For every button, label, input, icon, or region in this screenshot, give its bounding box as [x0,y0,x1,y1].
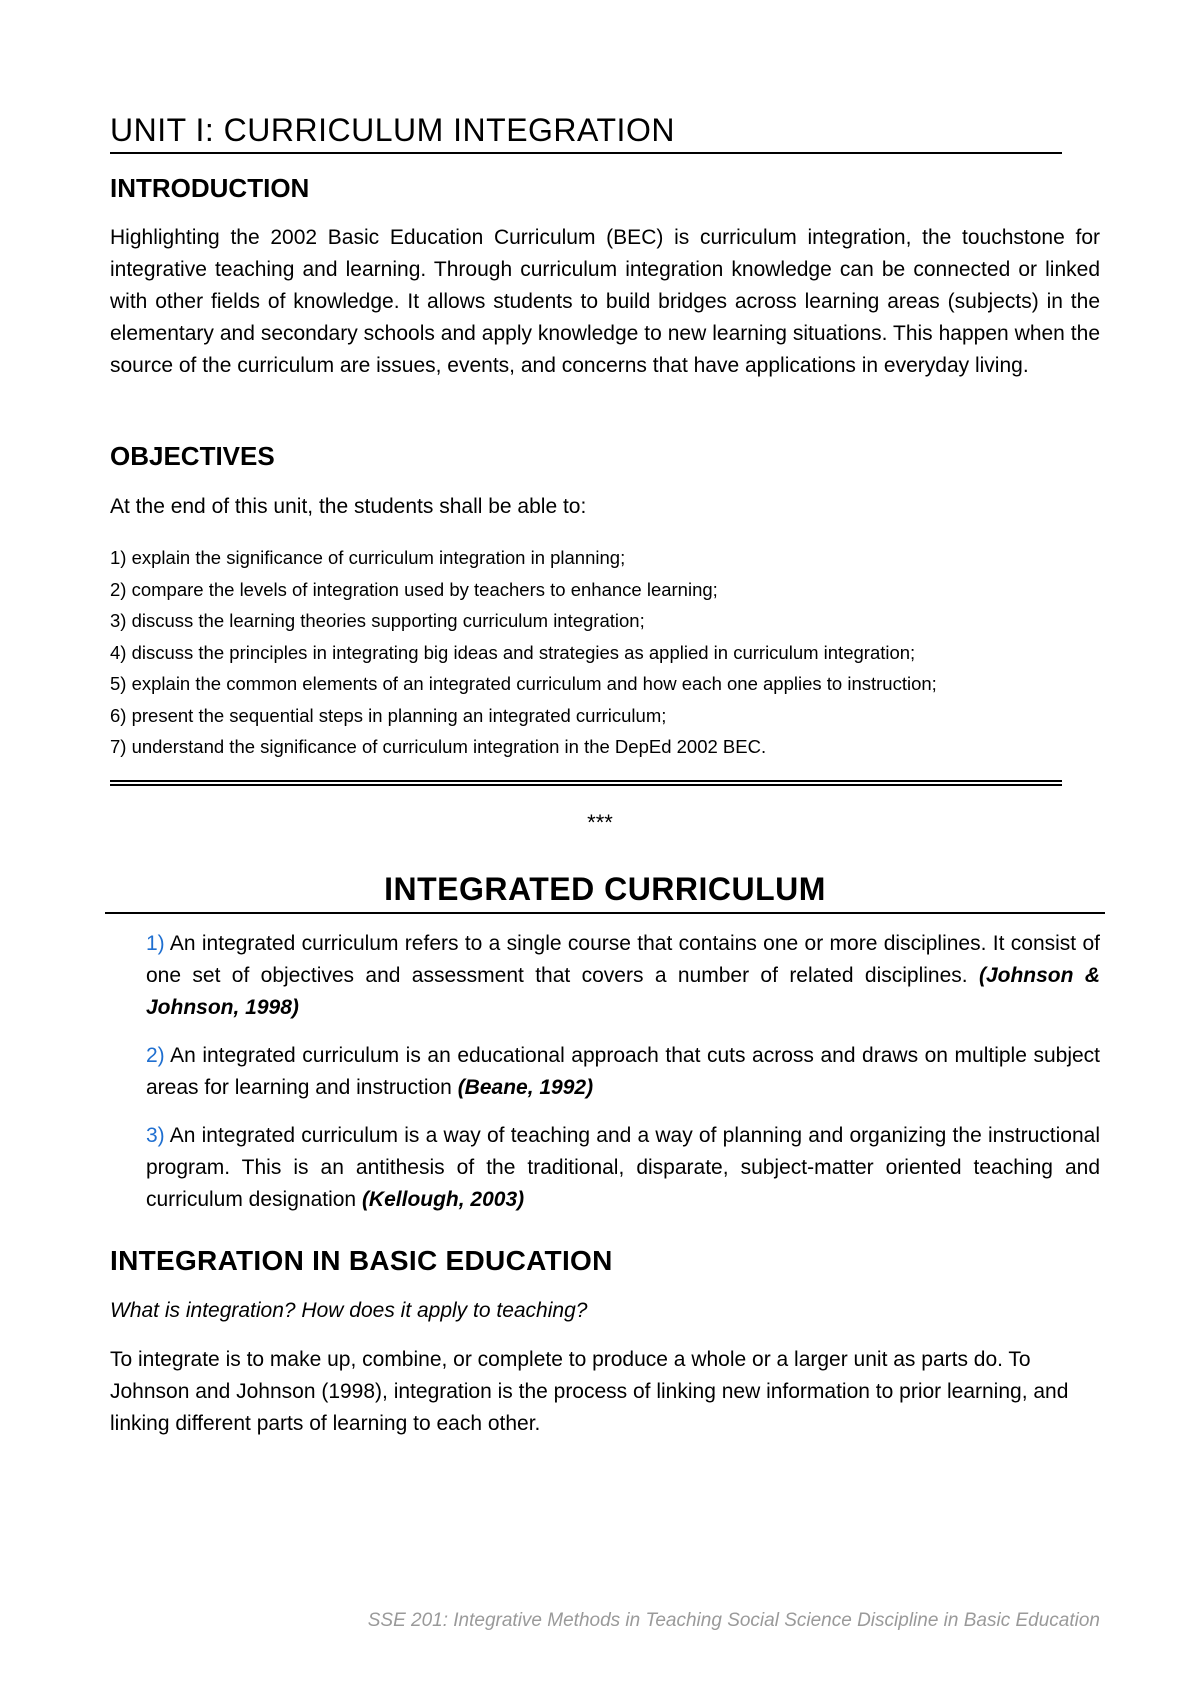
basic-education-heading: INTEGRATION IN BASIC EDUCATION [110,1245,613,1276]
definition-number: 2) [146,1044,165,1067]
page-footer: SSE 201: Integrative Methods in Teaching Social Science Discipline in Basic Education [367,1610,1100,1631]
introduction-paragraph: Highlighting the 2002 Basic Education Curriculum (BEC) is curriculum integration, the touchstone for integrative teaching and learning. Through curriculum integration knowledge can be connected or linked with other fields of knowledge. It allows students to build bridges across learning areas (subjects) in the elementary and secondary schools and apply knowledge to new learning situations. This happen when the source of the curriculum are issues, events, and concerns that have applications in everyday living. [110,226,1100,377]
objective-item [110,605,1110,637]
definition-citation: (Johnson & Johnson, 1998) [146,964,1100,1019]
objective-item [110,637,1110,669]
objective-number: 4) [110,641,127,663]
objective-item [110,542,1110,574]
objective-text: compare the levels of integration used by teachers to enhance learning; [126,578,718,600]
objectives-lead: At the end of this unit, the students shall be able to: [110,495,587,518]
definitions-list [146,928,1100,1232]
integrated-curriculum-heading: INTEGRATED CURRICULUM [105,868,1105,914]
double-divider [110,780,1062,786]
definition-number: 1) [146,932,165,955]
definition-item [146,1120,1100,1216]
definition-number: 3) [146,1124,165,1147]
introduction-heading: INTRODUCTION [110,173,310,203]
objective-text: understand the significance of curriculum integration in the DepEd 2002 BEC. [126,736,767,757]
objective-number: 5) [110,673,127,694]
objective-number: 2) [110,578,127,600]
definition-citation: (Kellough, 2003) [361,1188,525,1211]
unit-title: UNIT I: CURRICULUM INTEGRATION [110,110,1062,154]
objective-number: 6) [110,704,127,726]
objective-text: explain the significance of curriculum integration in planning; [126,547,626,568]
definition-text: An integrated curriculum is an educational approach that cuts across and draws on multiple subject areas for learning and instruction [146,1044,1100,1099]
basic-education-paragraph: To integrate is to make up, combine, or complete to produce a whole or a larger unit as parts do. To Johnson and Johnson (1998), integration is the process of linking new information to prior learning, and linking different parts of learning to each other. [110,1348,1069,1435]
objective-item [110,731,1110,763]
objective-item [110,574,1110,606]
objective-text: explain the common elements of an integrated curriculum and how each one applies to instruction; [126,673,937,694]
objective-number: 1) [110,547,127,568]
objective-text: discuss the principles in integrating big ideas and strategies as applied in curriculum integration; [126,641,916,663]
definition-text: An integrated curriculum is a way of teaching and a way of planning and organizing the instructional program. This is an antithesis of the traditional, disparate, subject-matter oriented teaching and curriculum designation [146,1124,1100,1211]
definition-item [146,1040,1100,1104]
definition-item [146,928,1100,1024]
guiding-question: What is integration? How does it apply to teaching? [110,1299,588,1322]
section-separator: *** [587,810,613,835]
objective-number: 3) [110,610,127,631]
objective-item [110,700,1110,732]
objective-text: discuss the learning theories supporting curriculum integration; [126,610,645,631]
objectives-list [110,542,1110,763]
objectives-heading: OBJECTIVES [110,441,275,471]
definition-citation: (Beane, 1992) [457,1076,594,1099]
objective-text: present the sequential steps in planning an integrated curriculum; [126,704,667,726]
objective-item [110,668,1110,700]
definition-text: An integrated curriculum refers to a single course that contains one or more disciplines. It consist of one set of objectives and assessment that covers a number of related disciplines. [146,932,1100,987]
objective-number: 7) [110,736,127,757]
